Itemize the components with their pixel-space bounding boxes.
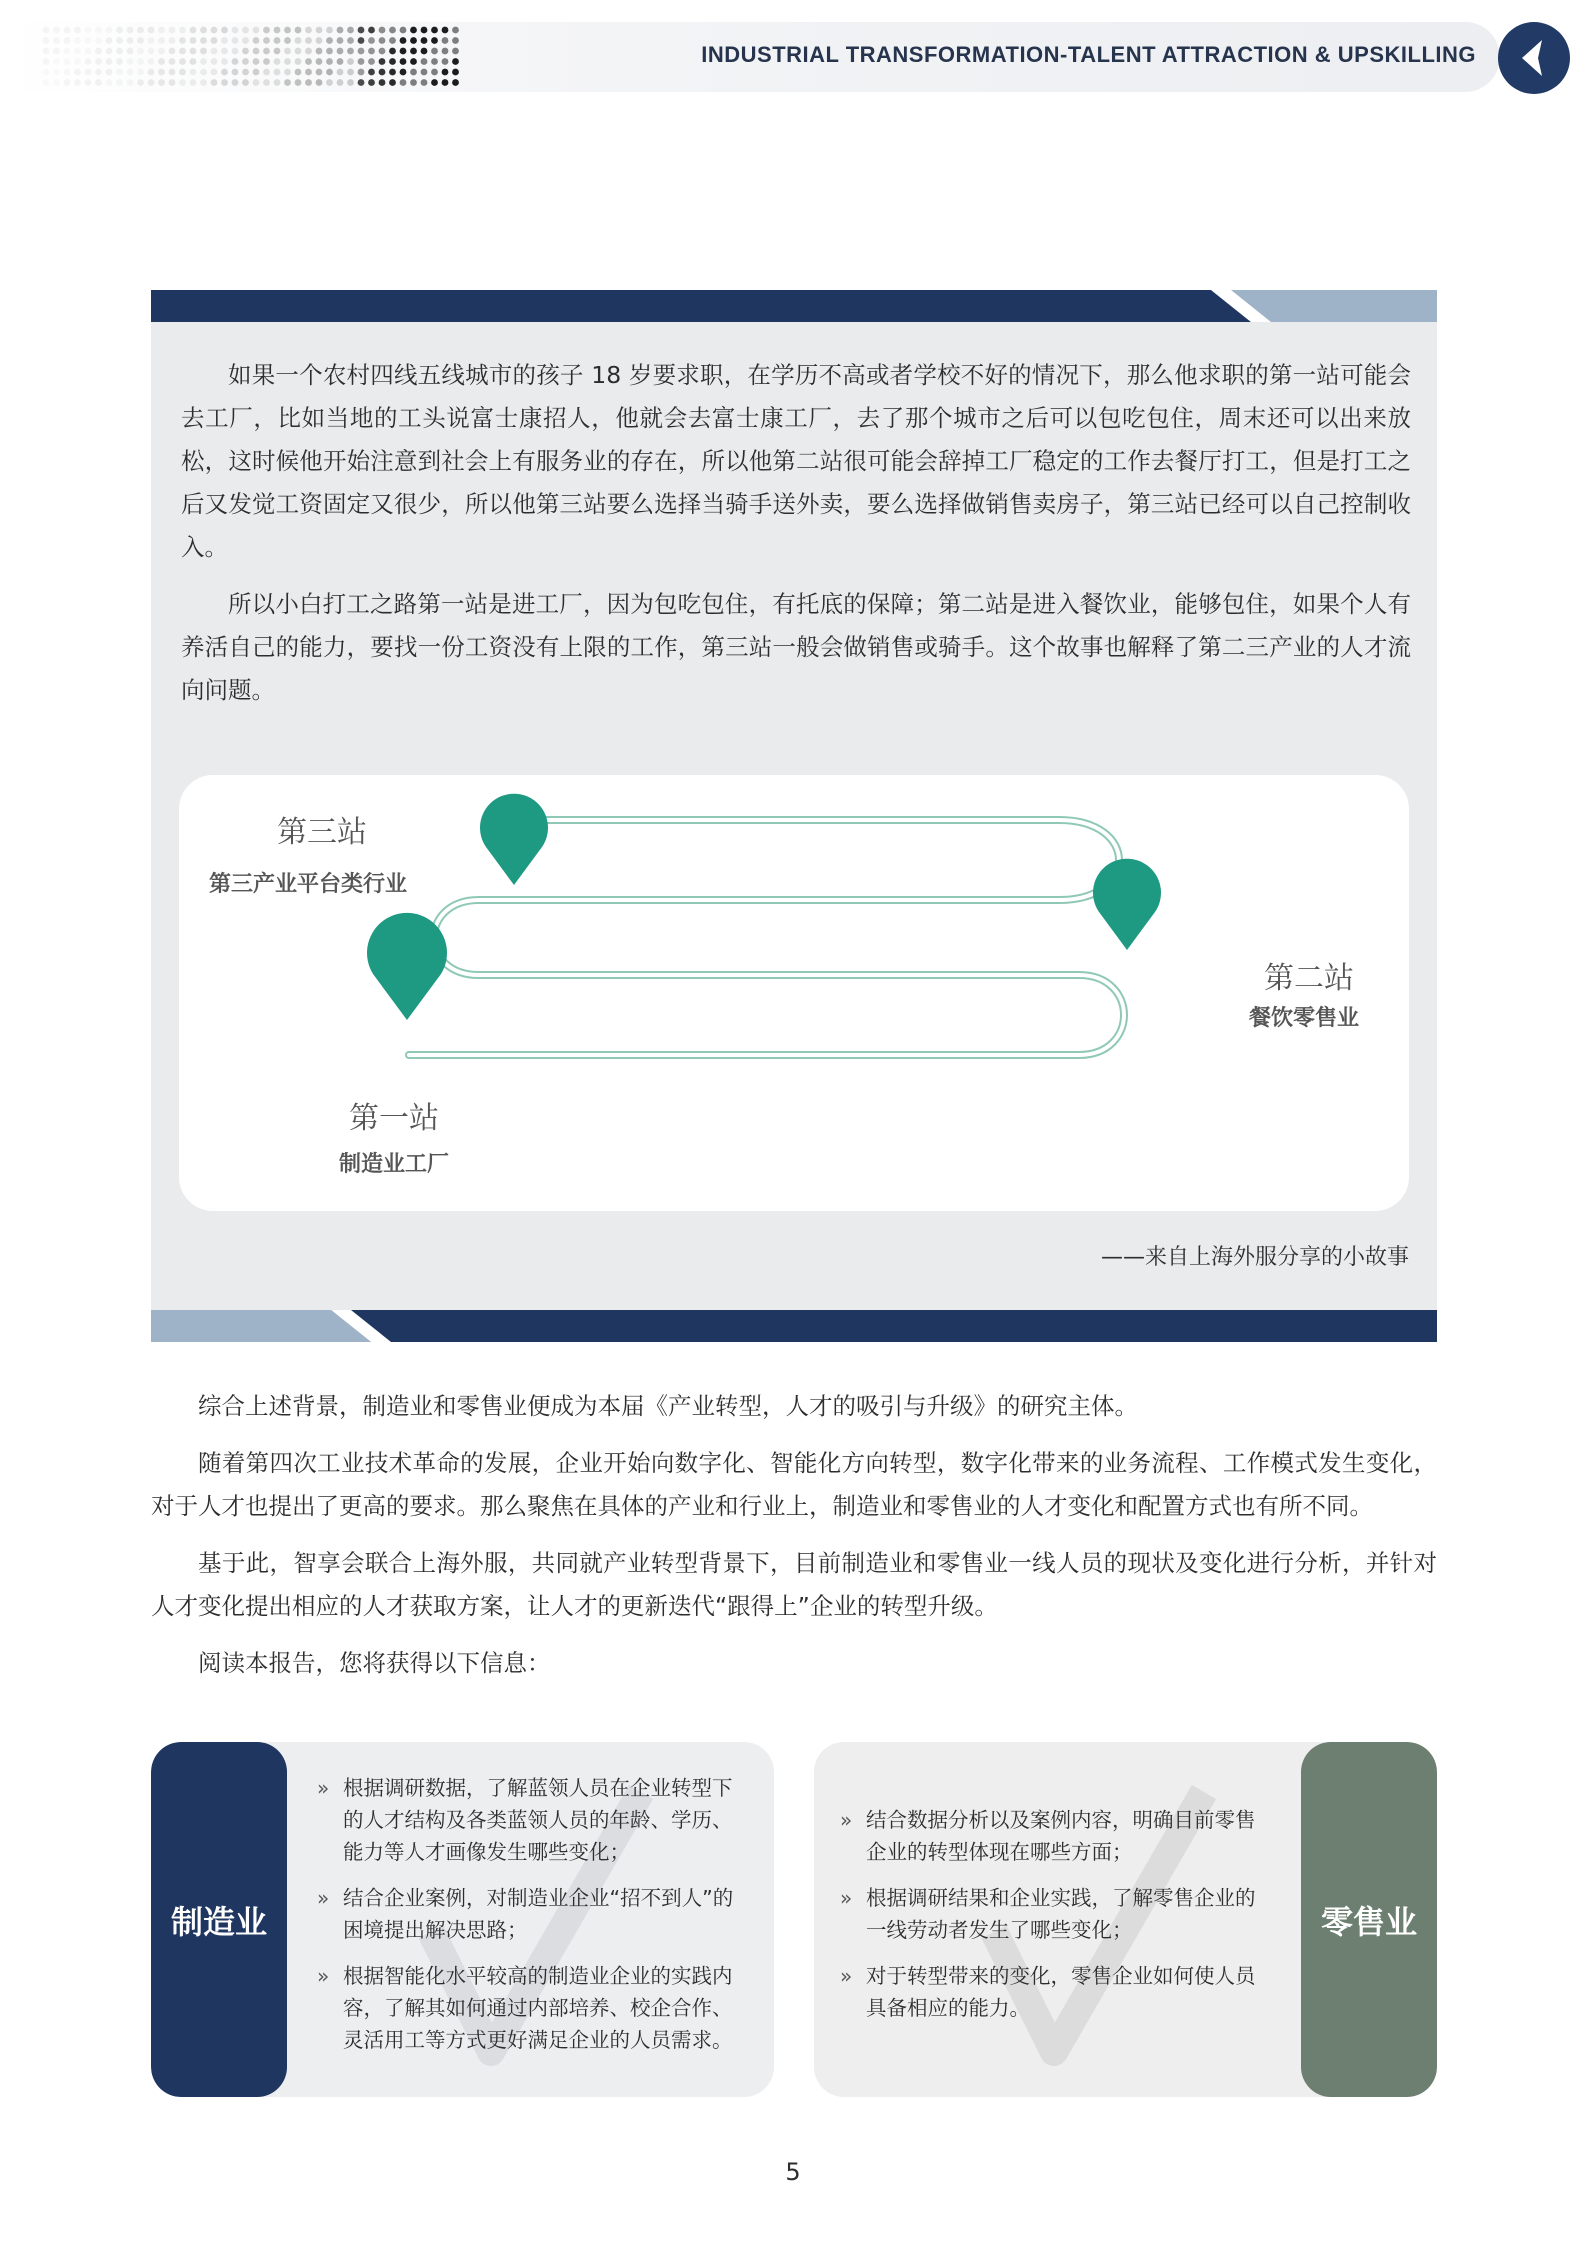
header-dot xyxy=(326,27,333,34)
header-dot xyxy=(95,48,102,55)
header-dot xyxy=(116,58,123,65)
header-dot xyxy=(295,58,302,65)
header-dot xyxy=(347,79,354,86)
header-dot xyxy=(326,48,333,55)
header-dot xyxy=(242,27,249,34)
header-dot xyxy=(190,58,197,65)
retail-card xyxy=(814,1742,1437,2097)
header-dot xyxy=(410,69,417,76)
header-dot xyxy=(137,69,144,76)
header-dot xyxy=(158,58,165,65)
header-dot xyxy=(442,69,449,76)
header-dot xyxy=(179,37,186,44)
header-dot xyxy=(211,79,218,86)
header-dot xyxy=(305,58,312,65)
station-title: 第三站 xyxy=(277,815,367,850)
list-item: » 根据调研结果和企业实践，了解零售企业的一线劳动者发生了哪些变化； xyxy=(834,1882,1274,1946)
map-pin-icon xyxy=(367,913,447,1020)
header-dot xyxy=(43,69,50,76)
header-dot xyxy=(106,27,113,34)
header-dot xyxy=(337,69,344,76)
header-dot xyxy=(127,69,134,76)
header-dot xyxy=(263,27,270,34)
header-dot xyxy=(74,79,81,86)
header-dot xyxy=(379,48,386,55)
header-dot xyxy=(85,69,92,76)
header-dot xyxy=(74,48,81,55)
header-dot xyxy=(284,37,291,44)
header-dot xyxy=(137,58,144,65)
header-dot xyxy=(431,69,438,76)
header-dot xyxy=(106,79,113,86)
header-dot xyxy=(95,27,102,34)
header-dot xyxy=(347,69,354,76)
header-dot xyxy=(148,69,155,76)
header-dot xyxy=(116,27,123,34)
manufacturing-label: 制造业 xyxy=(151,1742,287,2097)
header-dot xyxy=(379,69,386,76)
header-dot xyxy=(127,27,134,34)
header-dot xyxy=(200,69,207,76)
header-dot xyxy=(421,58,428,65)
header-dot xyxy=(232,69,239,76)
header-dot xyxy=(169,27,176,34)
header-dot xyxy=(337,27,344,34)
page-number: 5 xyxy=(785,2158,801,2186)
list-item: » 根据智能化水平较高的制造业企业的实践内容，了解其如何通过内部培养、校企合作、灵活用工等方式更好满足企业的人员需求。 xyxy=(311,1960,751,2056)
header-dot xyxy=(158,79,165,86)
header-dot xyxy=(284,48,291,55)
header-dot xyxy=(127,58,134,65)
header-dot xyxy=(337,48,344,55)
header-dot xyxy=(169,79,176,86)
retail-list xyxy=(834,1804,1274,2038)
header-dot xyxy=(179,27,186,34)
header-dot xyxy=(232,48,239,55)
header-dot xyxy=(221,48,228,55)
header-dot xyxy=(400,69,407,76)
header-dot xyxy=(368,37,375,44)
header-dot xyxy=(253,37,260,44)
header-dot xyxy=(43,48,50,55)
header-dot xyxy=(53,58,60,65)
header-dot xyxy=(400,58,407,65)
header-dot xyxy=(43,27,50,34)
header-dot xyxy=(211,27,218,34)
list-item: » 对于转型带来的变化，零售企业如何使人员具备相应的能力。 xyxy=(834,1960,1274,2024)
story-top-bar xyxy=(151,290,1437,322)
header-dot xyxy=(284,27,291,34)
header-dot xyxy=(148,58,155,65)
header-dot xyxy=(253,58,260,65)
header-dot xyxy=(211,48,218,55)
header-dot xyxy=(337,58,344,65)
header-dot xyxy=(421,48,428,55)
chevron-left-icon xyxy=(1498,22,1570,94)
header-dot xyxy=(74,69,81,76)
header-dot xyxy=(274,69,281,76)
header-dot xyxy=(232,79,239,86)
header-dot xyxy=(389,79,396,86)
header-dot xyxy=(316,58,323,65)
list-item: » 结合数据分析以及案例内容，明确目前零售企业的转型体现在哪些方面； xyxy=(834,1804,1274,1868)
body-paragraph: 基于此，智享会联合上海外服，共同就产业转型背景下，目前制造业和零售业一线人员的现状及变化进行分析，并针对人才变化提出相应的人才获取方案，让人才的更新迭代“跟得上”企业的转型升级。 xyxy=(151,1549,1437,1620)
header-dot xyxy=(74,58,81,65)
station-title: 第二站 xyxy=(1264,961,1354,996)
header-dot xyxy=(274,37,281,44)
header-dot xyxy=(200,79,207,86)
header-dot xyxy=(389,37,396,44)
header-dot xyxy=(431,37,438,44)
header-dot xyxy=(95,37,102,44)
body-text xyxy=(151,1385,1437,1699)
header-dot xyxy=(43,79,50,86)
header-dot xyxy=(53,48,60,55)
header-dot xyxy=(389,69,396,76)
header-dot xyxy=(316,79,323,86)
header-dot xyxy=(400,48,407,55)
header-dot xyxy=(379,58,386,65)
list-item: » 根据调研数据，了解蓝领人员在企业转型下的人才结构及各类蓝领人员的年龄、学历、能力等人才画像发生哪些变化； xyxy=(311,1772,751,1868)
header-dot xyxy=(274,58,281,65)
header-dot xyxy=(64,27,71,34)
retail-label: 零售业 xyxy=(1301,1742,1437,2097)
header-dot xyxy=(169,37,176,44)
header-dot xyxy=(64,48,71,55)
header-dot xyxy=(358,58,365,65)
header-dot xyxy=(358,79,365,86)
header-dot xyxy=(452,48,459,55)
header-dot xyxy=(400,37,407,44)
header-dot xyxy=(274,79,281,86)
header-dot xyxy=(190,48,197,55)
header-dot xyxy=(116,69,123,76)
header-dot xyxy=(452,58,459,65)
header-dot xyxy=(452,27,459,34)
header-dot xyxy=(347,48,354,55)
header-dot xyxy=(148,48,155,55)
header-dot xyxy=(106,48,113,55)
back-button[interactable] xyxy=(1498,22,1570,94)
header-dot xyxy=(190,37,197,44)
header-dot xyxy=(368,58,375,65)
header-dot xyxy=(421,27,428,34)
header-dot xyxy=(442,27,449,34)
header-dot xyxy=(200,48,207,55)
header-dot xyxy=(421,37,428,44)
header-dot xyxy=(116,37,123,44)
story-bottom-bar xyxy=(151,1310,1437,1342)
story-box xyxy=(151,290,1437,1342)
header-dot xyxy=(305,79,312,86)
journey-diagram xyxy=(179,775,1409,1211)
header-dot xyxy=(305,37,312,44)
header-dot xyxy=(85,58,92,65)
header-dot xyxy=(295,27,302,34)
header-dot xyxy=(274,27,281,34)
header-dot xyxy=(242,79,249,86)
header-dot xyxy=(400,27,407,34)
header-dot xyxy=(242,37,249,44)
header-dot xyxy=(137,27,144,34)
header-dot xyxy=(452,79,459,86)
header-dot xyxy=(389,58,396,65)
header-dot xyxy=(379,27,386,34)
header-dot xyxy=(295,37,302,44)
story-credit: ——来自上海外服分享的小故事 xyxy=(1100,1245,1409,1270)
story-text xyxy=(181,354,1411,726)
header-dot xyxy=(232,58,239,65)
header-dot xyxy=(263,69,270,76)
header-dot xyxy=(253,48,260,55)
header-dot xyxy=(53,37,60,44)
header-dot xyxy=(221,79,228,86)
header-dot xyxy=(442,79,449,86)
header-dot xyxy=(106,37,113,44)
header-dot xyxy=(284,79,291,86)
header-dot xyxy=(64,37,71,44)
header-dot xyxy=(326,79,333,86)
header-dot xyxy=(190,69,197,76)
header-dot xyxy=(253,27,260,34)
header-dot xyxy=(85,79,92,86)
header-dot xyxy=(53,69,60,76)
header-dot xyxy=(442,37,449,44)
header-dot xyxy=(347,58,354,65)
header-dot xyxy=(442,58,449,65)
header-dot xyxy=(137,48,144,55)
header-dot xyxy=(200,37,207,44)
header-dot xyxy=(74,37,81,44)
header-dot xyxy=(64,79,71,86)
body-paragraph: 综合上述背景，制造业和零售业便成为本届《产业转型，人才的吸引与升级》的研究主体。 xyxy=(198,1392,1138,1420)
header-dot xyxy=(347,27,354,34)
header-dot xyxy=(284,69,291,76)
header-dot xyxy=(337,79,344,86)
story-paragraph: 如果一个农村四线五线城市的孩子 18 岁要求职，在学历不高或者学校不好的情况下，那么他求职的第一站可能会去工厂，比如当地的工头说富士康招人，他就会去富士康工厂，去了那个城市之后可以包吃包住，周末还可以出来放松，这时候他开始注意到社会上有服务业的存在，所以他第二站很可能会辞掉工厂稳定的工作去餐厅打工，但是打工之后又发觉工资固定又很少，所以他第三站要么选择当骑手送外卖，要么选择做销售卖房子，第三站已经可以自己控制收入。 xyxy=(181,361,1411,561)
header-dot xyxy=(368,69,375,76)
header-dot xyxy=(358,27,365,34)
header-dot xyxy=(431,48,438,55)
header-dot xyxy=(200,58,207,65)
header-dot xyxy=(379,37,386,44)
header-dot xyxy=(316,37,323,44)
story-paragraph: 所以小白打工之路第一站是进工厂，因为包吃包住，有托底的保障；第二站是进入餐饮业，能够包住，如果个人有养活自己的能力，要找一份工资没有上限的工作，第三站一般会做销售或骑手。这个故事也解释了第二三产业的人才流向问题。 xyxy=(181,590,1411,704)
header-dot-pattern xyxy=(40,22,470,92)
header-dot xyxy=(242,69,249,76)
header-dot xyxy=(211,69,218,76)
header-dot xyxy=(326,69,333,76)
header-dot xyxy=(232,37,239,44)
header-dot xyxy=(221,58,228,65)
header-dot xyxy=(179,79,186,86)
header-dot xyxy=(53,79,60,86)
header-dot xyxy=(305,27,312,34)
header-dot xyxy=(295,69,302,76)
header-dot xyxy=(211,37,218,44)
header-dot xyxy=(148,37,155,44)
header-dot xyxy=(85,27,92,34)
header-dot xyxy=(431,79,438,86)
header-dot xyxy=(43,37,50,44)
header-dot xyxy=(190,27,197,34)
header-dot xyxy=(232,27,239,34)
header-dot xyxy=(169,69,176,76)
header-dot xyxy=(242,48,249,55)
header-dot xyxy=(116,79,123,86)
manufacturing-card xyxy=(151,1742,774,2097)
header-dot xyxy=(452,69,459,76)
header-dot xyxy=(410,27,417,34)
header-dot xyxy=(410,48,417,55)
header-dot xyxy=(85,48,92,55)
header-dot xyxy=(85,37,92,44)
header-dot xyxy=(316,48,323,55)
header-dot xyxy=(158,69,165,76)
header-dot xyxy=(179,69,186,76)
list-item: » 结合企业案例，对制造业企业“招不到人”的困境提出解决思路； xyxy=(311,1882,751,1946)
header-dot xyxy=(179,58,186,65)
header-dot xyxy=(431,58,438,65)
header-dot xyxy=(305,69,312,76)
body-paragraph: 阅读本报告，您将获得以下信息： xyxy=(198,1649,551,1677)
header-dot xyxy=(263,37,270,44)
header-dot xyxy=(410,37,417,44)
header-dot xyxy=(452,37,459,44)
header-dot xyxy=(442,48,449,55)
header-dot xyxy=(274,48,281,55)
header-dot xyxy=(253,79,260,86)
header-dot xyxy=(148,79,155,86)
header-dot xyxy=(106,58,113,65)
header-dot xyxy=(53,27,60,34)
header-dot xyxy=(221,37,228,44)
header-dot xyxy=(410,58,417,65)
header-dot xyxy=(158,48,165,55)
header-dot xyxy=(127,79,134,86)
header-dot xyxy=(389,48,396,55)
header-dot xyxy=(421,69,428,76)
header-dot xyxy=(74,27,81,34)
map-pin-icon xyxy=(480,794,548,885)
header-dot xyxy=(316,69,323,76)
header-dot xyxy=(421,79,428,86)
header-dot xyxy=(158,37,165,44)
header-dot xyxy=(337,37,344,44)
header-dot xyxy=(389,27,396,34)
header-dot xyxy=(347,37,354,44)
header-dot xyxy=(400,79,407,86)
header-dot xyxy=(148,27,155,34)
station-subtitle: 餐饮零售业 xyxy=(1249,1006,1360,1031)
header-dot xyxy=(106,69,113,76)
header-title: INDUSTRIAL TRANSFORMATION-TALENT ATTRACTION & UPSKILLING xyxy=(701,42,1476,67)
map-pin-icon xyxy=(1093,859,1161,950)
header-dot xyxy=(190,79,197,86)
header-dot xyxy=(242,58,249,65)
header-dot xyxy=(95,69,102,76)
header-dot xyxy=(368,27,375,34)
header-dot xyxy=(326,37,333,44)
header-dot xyxy=(379,79,386,86)
header-dot xyxy=(116,48,123,55)
header-dot xyxy=(295,48,302,55)
header-dot xyxy=(169,58,176,65)
header-dot xyxy=(43,58,50,65)
header-dot xyxy=(200,27,207,34)
header-dot xyxy=(95,58,102,65)
header-dot xyxy=(284,58,291,65)
header-dot xyxy=(179,48,186,55)
header-dot xyxy=(158,27,165,34)
header-dot xyxy=(263,48,270,55)
header-dot xyxy=(358,37,365,44)
header-dot xyxy=(316,27,323,34)
header-dot xyxy=(253,69,260,76)
header-dot xyxy=(410,79,417,86)
header-dot xyxy=(263,79,270,86)
header-dot xyxy=(64,69,71,76)
manufacturing-list xyxy=(311,1772,751,2070)
header-dot xyxy=(221,69,228,76)
header-dot xyxy=(127,37,134,44)
header-dot xyxy=(169,48,176,55)
body-paragraph: 随着第四次工业技术革命的发展，企业开始向数字化、智能化方向转型，数字化带来的业务流程、工作模式发生变化，对于人才也提出了更高的要求。那么聚焦在具体的产业和行业上，制造业和零售业的人才变化和配置方式也有所不同。 xyxy=(151,1449,1437,1520)
header-dot xyxy=(137,37,144,44)
header-dot xyxy=(127,48,134,55)
header-dot xyxy=(431,27,438,34)
header-dot xyxy=(295,79,302,86)
header-dot xyxy=(137,79,144,86)
header-dot xyxy=(368,48,375,55)
header-dot xyxy=(64,58,71,65)
station-subtitle: 第三产业平台类行业 xyxy=(209,872,408,897)
header-dot xyxy=(263,58,270,65)
station-subtitle: 制造业工厂 xyxy=(339,1152,450,1177)
header-dot xyxy=(358,48,365,55)
header-dot xyxy=(221,27,228,34)
header-dot xyxy=(326,58,333,65)
header-dot xyxy=(305,48,312,55)
header-dot xyxy=(358,69,365,76)
station-title: 第一站 xyxy=(349,1101,439,1136)
header-dot xyxy=(211,58,218,65)
header-dot xyxy=(368,79,375,86)
header-dot xyxy=(95,79,102,86)
